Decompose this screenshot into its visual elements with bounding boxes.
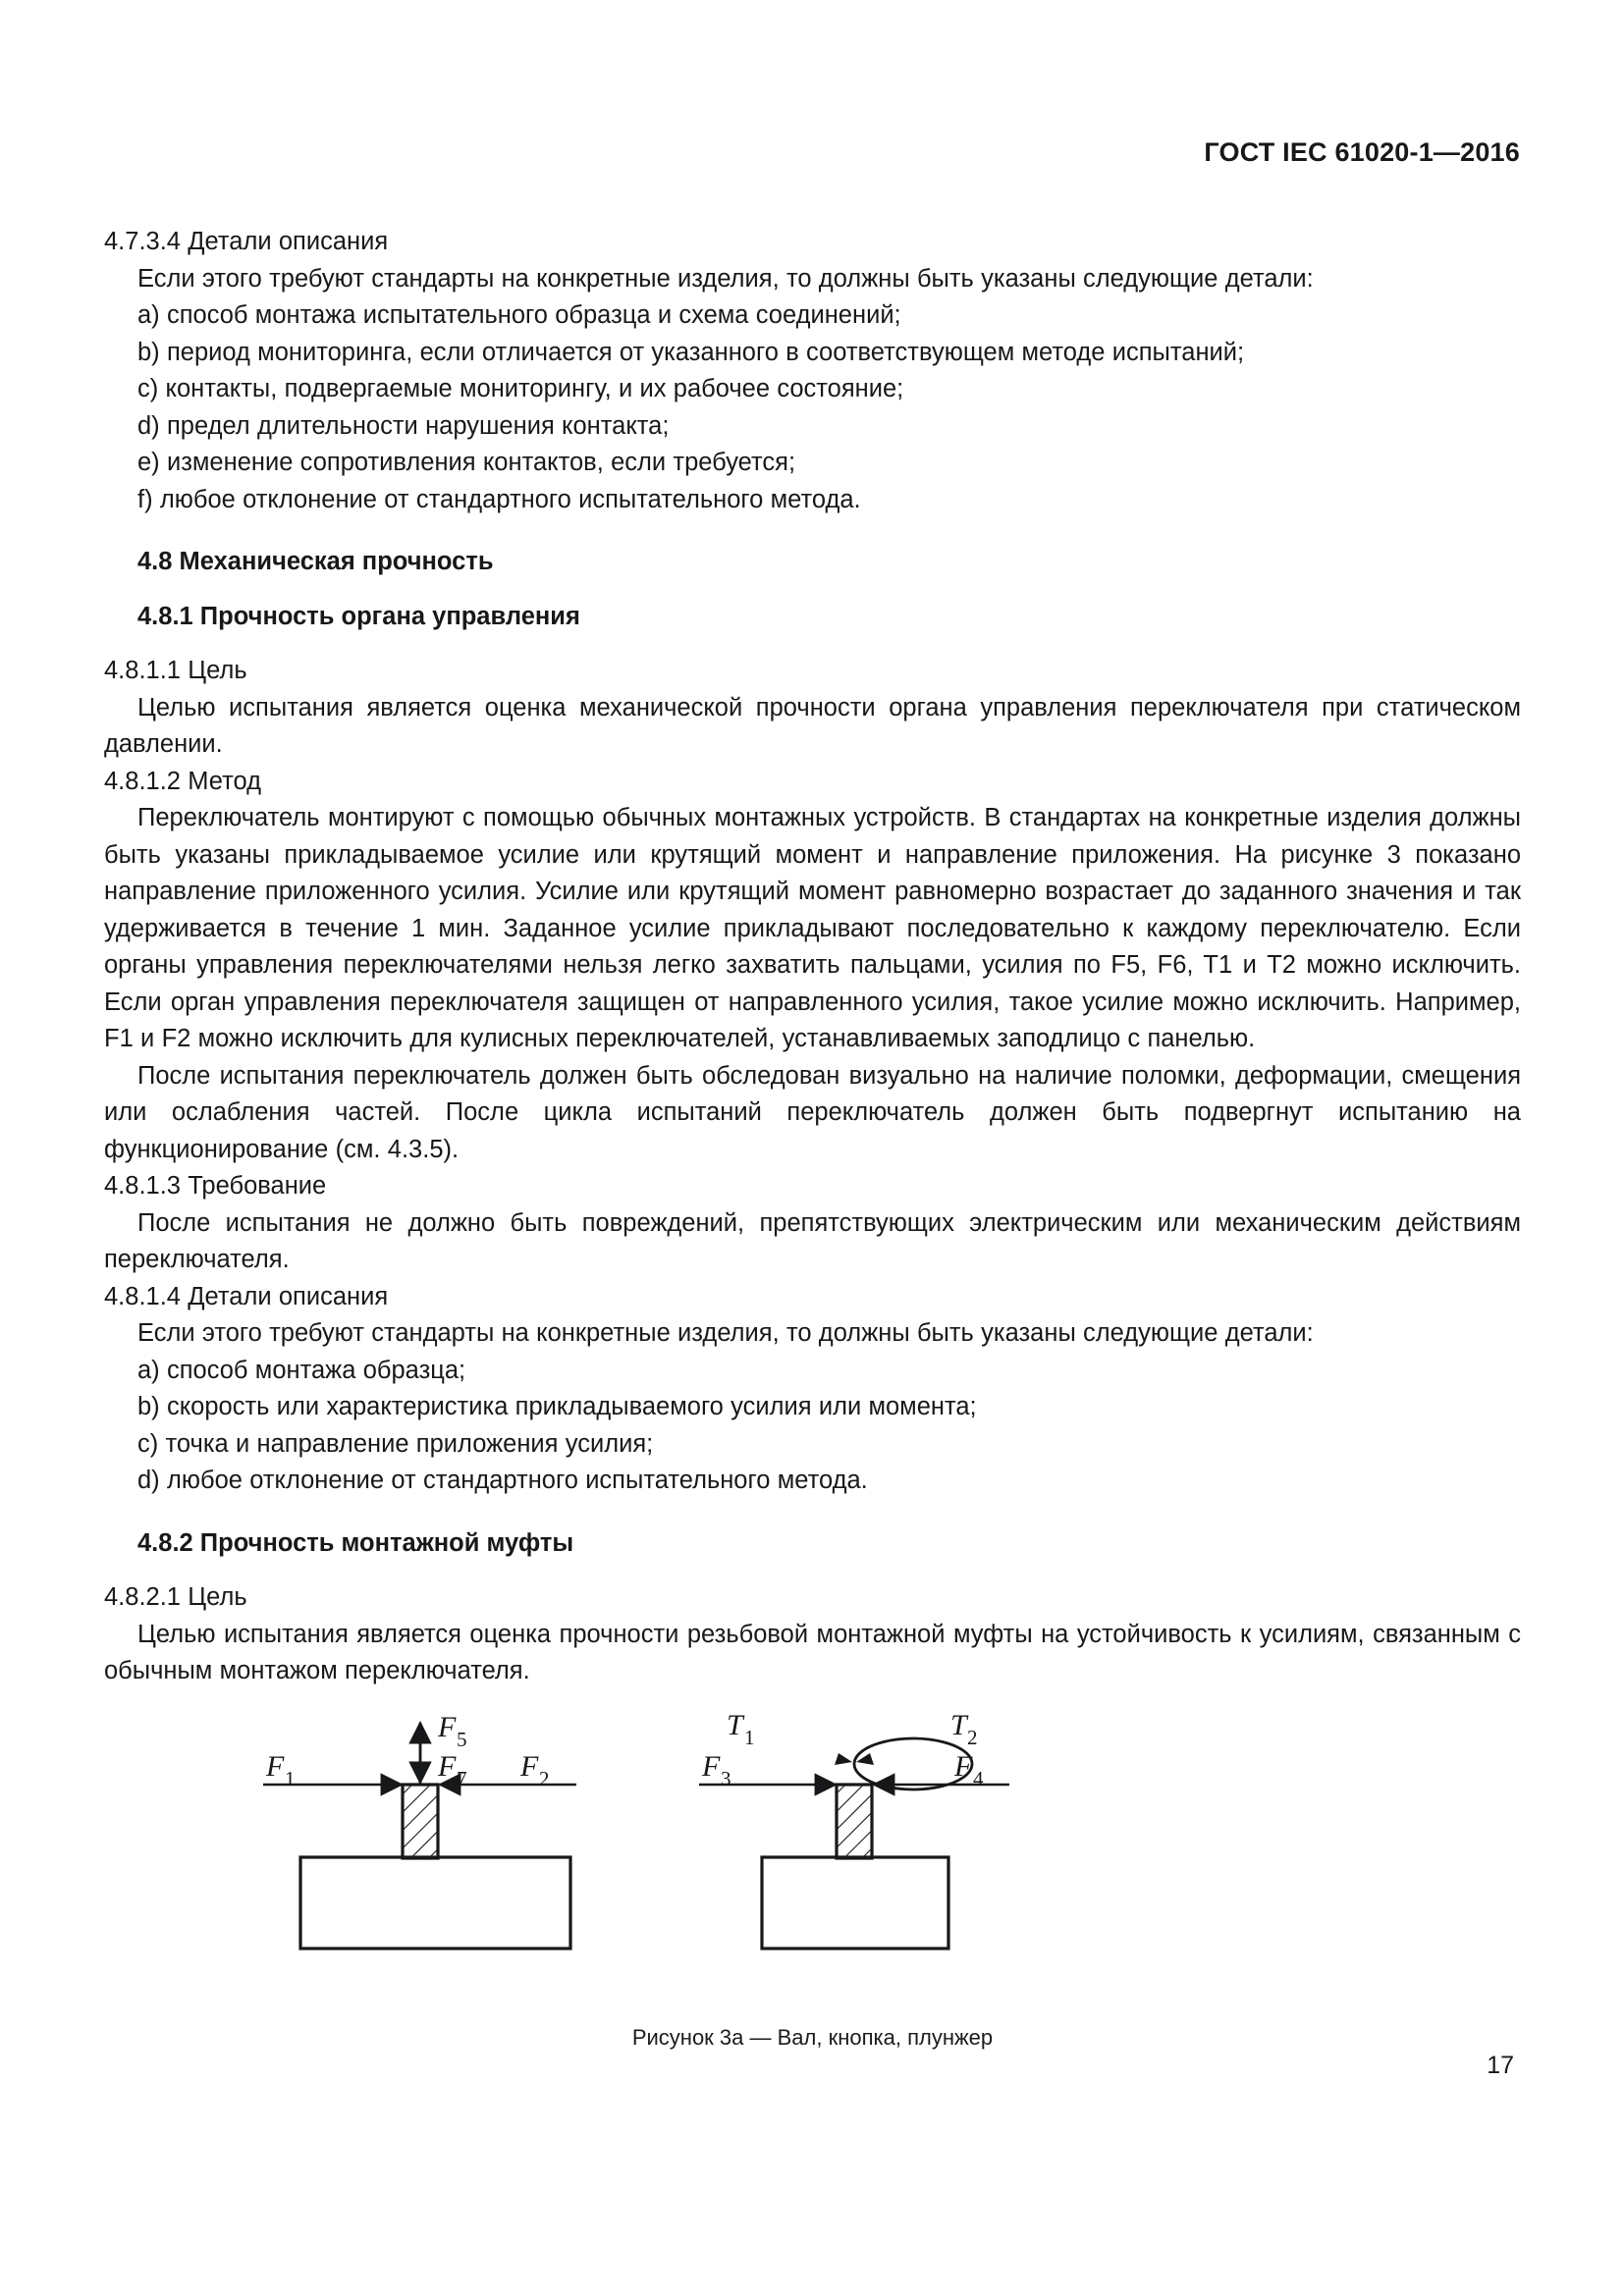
spacer [104, 1562, 1521, 1579]
svg-text:7: 7 [457, 1767, 467, 1790]
spacer [104, 635, 1521, 653]
figure-3a-svg [104, 1713, 1521, 1998]
svg-text:4: 4 [973, 1767, 984, 1790]
figure-3a [104, 1713, 1521, 2051]
paragraph-4-8-1-1: Целью испытания является оценка механической прочности органа управления переключателя при статическом давлении. [104, 693, 1521, 758]
svg-text:T: T [950, 1713, 967, 1741]
heading-4-8-2: 4.8.2 Прочность монтажной муфты [137, 1528, 574, 1557]
right-diagram [699, 1713, 1009, 1949]
label-t1 [727, 1713, 755, 1749]
paragraph-4-8-1-2-b: После испытания переключатель должен быть обследован визуально на наличие поломки, деформации, смещения или ослабления частей. После цикла испытаний переключатель должен быть подвергнут испытанию на функционирование (см. 4.3.5). [104, 1061, 1521, 1163]
list-item: b) скорость или характеристика прикладываемого усилия или момента; [137, 1393, 977, 1420]
heading-4-8-1-4: 4.8.1.4 Детали описания [104, 1282, 389, 1310]
paragraph-4-8-1-3: После испытания не должно быть повреждений, препятствующих электрическим или механическим действиям переключателя. [104, 1208, 1521, 1273]
svg-text:F: F [520, 1750, 539, 1783]
svg-text:F: F [438, 1750, 457, 1783]
svg-text:5: 5 [457, 1728, 467, 1751]
plunger-shaft-left [403, 1785, 438, 1858]
svg-text:F: F [702, 1750, 721, 1783]
heading-4-7-3-4: 4.7.3.4 Детали описания [104, 228, 389, 255]
list-item: e) изменение сопротивления контактов, если требуется; [137, 449, 796, 476]
list-item: c) контакты, подвергаемые мониторингу, и их рабочее состояние; [137, 375, 904, 402]
left-diagram [263, 1713, 576, 1949]
list-item: a) способ монтажа испытательного образца и схема соединений; [137, 301, 901, 329]
heading-4-8: 4.8 Механическая прочность [137, 548, 494, 575]
svg-text:1: 1 [744, 1726, 755, 1749]
svg-text:2: 2 [967, 1726, 978, 1749]
list-item: d) любое отклонение от стандартного испытательного метода. [137, 1467, 868, 1494]
spacer [104, 581, 1521, 599]
svg-text:3: 3 [721, 1767, 731, 1790]
page-number: 17 [1487, 2052, 1514, 2079]
torque-arrowhead-t1 [835, 1753, 852, 1765]
running-header: ГОСТ IEC 61020-1—2016 [1204, 137, 1520, 167]
list-item: d) предел длительности нарушения контакта; [137, 411, 670, 440]
base-block-right [762, 1857, 948, 1949]
heading-4-8-2-1: 4.8.2.1 Цель [104, 1583, 247, 1611]
svg-text:F: F [438, 1713, 457, 1743]
figure-caption: Рисунок 3а — Вал, кнопка, плунжер [631, 2025, 994, 2050]
heading-4-8-1: 4.8.1 Прочность органа управления [137, 602, 580, 630]
spacer [104, 518, 1521, 544]
paragraph-4-7-3-4-intro: Если этого требуют стандарты на конкретные изделия, то должны быть указаны следующие детали: [137, 264, 1314, 293]
list-item: b) период мониторинга, если отличается от указанного в соответствующем методе испытаний; [137, 338, 1245, 366]
paragraph-4-8-2-1: Целью испытания является оценка прочности резьбовой монтажной муфты на устойчивость к усилиям, связанным с обычным монтажом переключателя. [104, 1620, 1521, 1684]
base-block-left [300, 1857, 570, 1949]
list-item: c) точка и направление приложения усилия; [137, 1429, 654, 1458]
plunger-shaft-right [837, 1785, 872, 1858]
svg-text:2: 2 [539, 1767, 550, 1790]
heading-4-8-1-1: 4.8.1.1 Цель [104, 657, 247, 684]
svg-text:F: F [266, 1750, 285, 1783]
list-item: f) любое отклонение от стандартного испытательного метода. [137, 485, 861, 513]
svg-text:1: 1 [285, 1767, 296, 1790]
paragraph-4-8-1-2-a: Переключатель монтируют с помощью обычных монтажных устройств. В стандартах на конкретные изделия должны быть указаны прикладываемое усилие или крутящий момент и направление приложения. На рисунке 3 показано направление приложенного усилия. Усилие или крутящий момент равномерно возрастает до заданного значения и так удерживается в течение 1 мин. Заданное усилие прикладывают последовательно к каждому переключателю. Если органы управления переключателями нельзя легко захватить пальцами, усилия по F5, F6, T1 и T2 можно исключить. Если орган управления переключателя защищен от направленного усилия, такое усилие можно исключить. Например, F1 и F2 можно исключить для кулисных переключателей, устанавливаемых заподлицо с панелью. [104, 804, 1521, 1052]
figure-canvas [104, 1713, 1521, 1998]
heading-4-8-1-2: 4.8.1.2 Метод [104, 767, 262, 795]
label-f5 [437, 1713, 467, 1751]
spacer [104, 1500, 1521, 1525]
heading-4-8-1-3: 4.8.1.3 Требование [104, 1172, 327, 1200]
paragraph-4-8-1-4-intro: Если этого требуют стандарты на конкретные изделия, то должны быть указаны следующие детали: [137, 1319, 1314, 1347]
svg-text:F: F [954, 1750, 973, 1783]
list-item: a) способ монтажа образца; [137, 1356, 466, 1384]
document-body [104, 224, 1521, 1690]
svg-text:T: T [727, 1713, 743, 1741]
label-t2 [950, 1713, 978, 1749]
